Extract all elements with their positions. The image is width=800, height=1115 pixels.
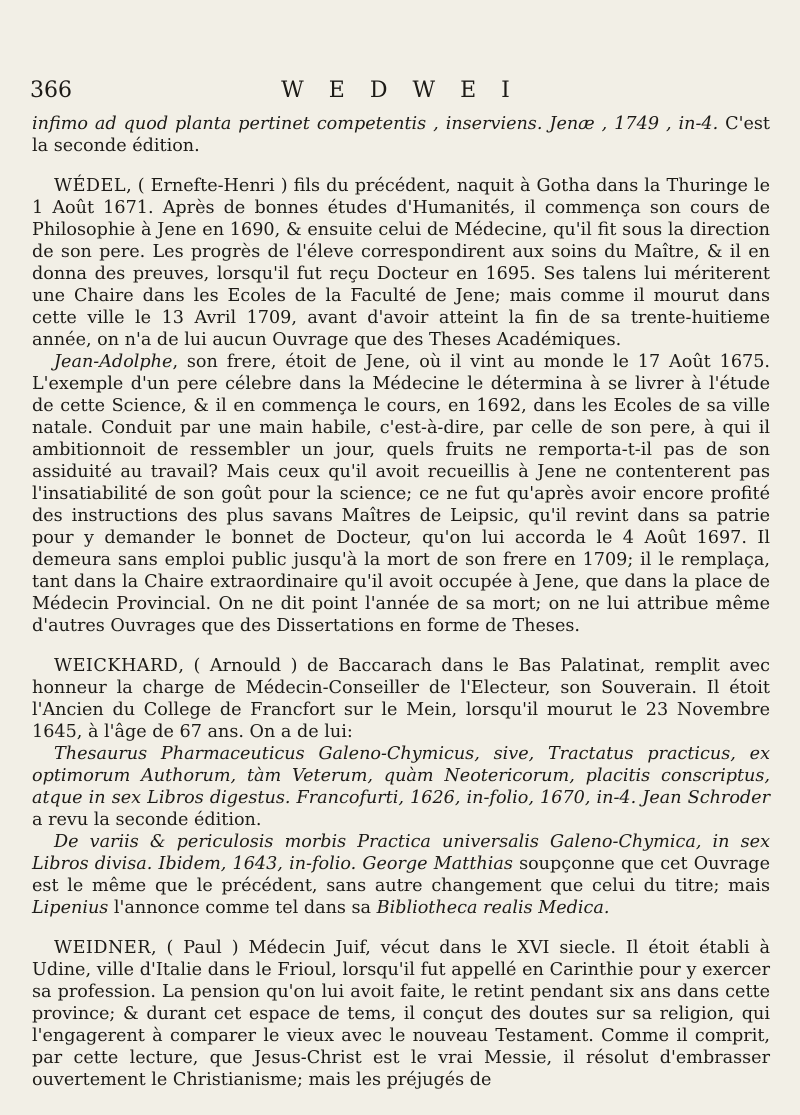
work-note: l'annonce comme tel dans sa [108,898,377,918]
entry-name: WÉDEL [54,176,127,196]
sub-entry-name: Jean-Adolphe [54,352,173,372]
continuation-roman: C'est la seconde édition. [32,114,770,156]
work-note-italic: Lipenius [32,898,109,918]
sub-entry-paragraph [32,351,770,637]
entry-body: , ( Ernefte-Henri ) fils du précédent, naquit à Gotha dans la Thuringe le 1 Août 1671. Après de bonnes études d'Humanités, il commença son cours de Philosophie à Jene en 1690, & ensuite celui de Médecine, qu'il fit sous la direction de son pere. Les progrès de l'éleve correspondirent aux soins du Maître, & il en donna des preuves, lorsqu'il fut reçu Docteur en 1695. Ses talens lui mériterent une Chaire dans les Ecoles de la Faculté de Jene; mais comme il mourut dans cette ville le 13 Avril 1709, avant d'avoir atteint la fin de sa trente-huitieme année, on n'a de lui aucun Ouvrage que des Theses Académiques. [32,176,770,350]
page-header [30,78,770,108]
entry-paragraph [32,655,770,743]
entry-name: WEICKHARD [54,656,179,676]
entry-name: WEIDNER [54,938,151,958]
page-number: 366 [30,78,72,103]
continuation-paragraph [32,113,770,157]
work-note: a revu la seconde édition. [32,810,262,830]
entry-body: , ( Paul ) Médecin Juif, vécut dans le XVI siecle. Il étoit établi à Udine, ville d'Italie dans le Frioul, lorsqu'il fut appellé en Carinthie pour y exercer sa profession. La pension qu'on lui avoit faite, le retint pendant six ans dans cette province; & durant cet espace de tems, il conçut des doutes sur sa religion, qui l'engagerent à comparer le vieux avec le nouveau Testament. Comme il comprit, par cette lecture, que Jesus-Christ est le vrai Messie, il résolut d'embrasser ouvertement le Christianisme; mais les préjugés de [32,938,770,1090]
entry-body: , ( Arnould ) de Baccarach dans le Bas Palatinat, remplit avec honneur la charge de Médecin-Conseiller de l'Electeur, son Souverain. Il étoit l'Ancien du College de Francfort sur le Mein, lorsqu'il mourut le 23 Novembre 1645, à l'âge de 67 ans. On a de lui: [32,656,770,742]
work-title: Thesaurus Pharmaceuticus Galeno-Chymicus, sive, Tractatus practicus, ex optimorum Authorum, tàm Veterum, quàm Neotericorum, placitis conscriptus, atque in sex Libros digestus. Francofurti, 1626, in-folio, 1670, in-4. Jean Schroder [32,744,770,808]
entry-paragraph [32,175,770,351]
work-note-italic: Bibliotheca realis Medica. [376,898,610,918]
continuation-italic: infimo ad quod planta pertinet competentis , inserviens. Jenæ , 1749 , in-4. [32,114,719,134]
work-note: soupçonne que cet Ouvrage est le même que le précédent, sans autre changement que celui du titre; mais [32,854,770,896]
sub-entry-body: , son frere, étoit de Jene, où il vint au monde le 17 Août 1675. L'exemple d'un pere célebre dans la Médecine le détermina à se livrer à l'étude de cette Science, & il en commença le cours, en 1692, dans les Ecoles de sa ville natale. Conduit par une main habile, c'est-à-dire, par celle de son pere, à qui il ambitionnoit de ressembler un jour, quels fruits ne remporta-t-il pas de son assiduité au travail? Mais ceux qu'il avoit recueillis à Jene ne contenterent pas l'insatiabilité de son goût pour la science; ce ne fut qu'après avoir encore profité des instructions des plus savans Maîtres de Leipsic, qu'il revint dans sa patrie pour y demander le bonnet de Docteur, qu'on lui accorda le 4 Août 1697. Il demeura sans emploi public jusqu'à la mort de son frere en 1709; il le remplaça, tant dans la Chaire extraordinaire qu'il avoit occupée à Jene, que dans la place de Médecin Provincial. On ne dit point l'année de sa mort; on ne lui attribue même d'autres Ouvrages que des Dissertations en forme de Theses. [32,352,770,636]
page-body [32,113,770,1091]
work-item [32,743,770,831]
entry-weickhard [32,655,770,919]
work-item [32,831,770,919]
running-head: W E D W E I [281,78,519,103]
entry-wedel [32,175,770,637]
entry-weidner [32,937,770,1091]
work-title: De variis & periculosis morbis Practica universalis Galeno-Chymica, in sex Libros divisa. Ibidem, 1643, in-folio. George Matthias [32,832,770,874]
entry-paragraph [32,937,770,1091]
